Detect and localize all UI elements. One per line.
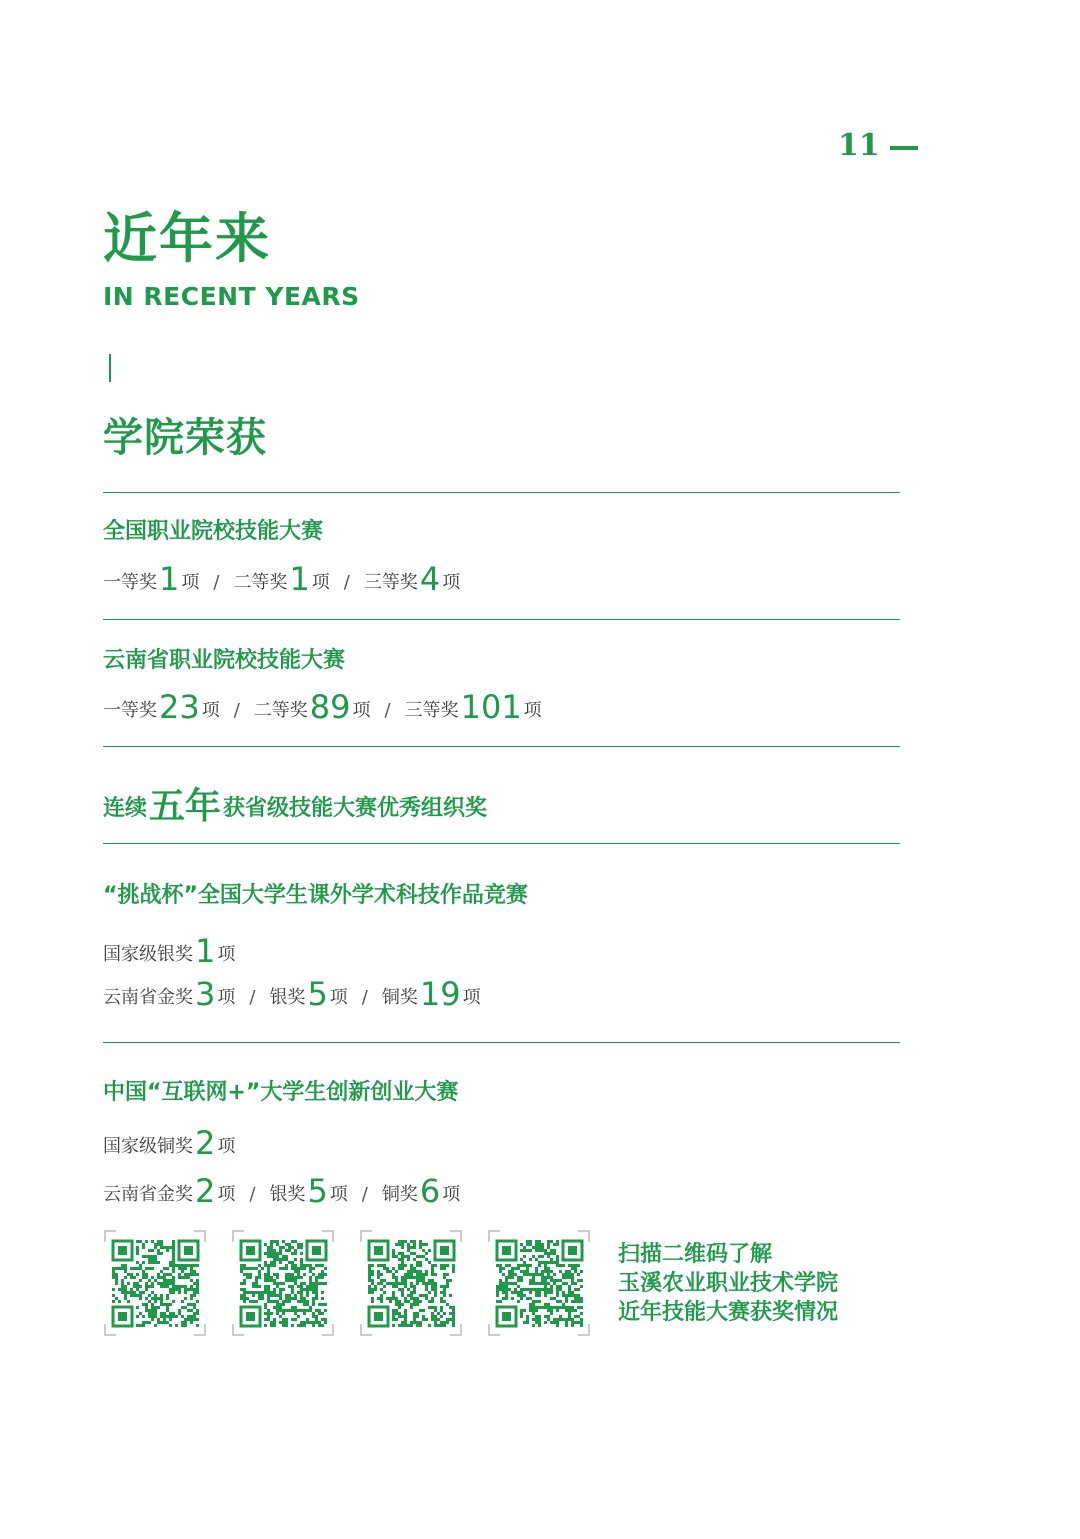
award-unit: 项 [181,572,200,593]
award-count: 3 [195,975,216,1013]
award-count: 1 [195,932,216,970]
award-label: 云南省金奖 [103,987,193,1008]
section-subtitle: 学院荣获 [103,415,267,461]
separator: / [233,700,240,721]
award-unit: 项 [311,572,330,593]
separator: / [361,1184,368,1205]
award-label: 铜奖 [381,1184,418,1205]
separator: / [343,572,350,593]
award-line-challenge-national [103,932,235,970]
award-count: 5 [307,975,328,1013]
award-count: 2 [195,1172,216,1210]
section-heading-internet-plus: 中国“互联网+”大学生创新创业大赛 [103,1080,459,1105]
divider-rule [103,746,900,747]
award-line-national-vocational [103,560,460,598]
award-label: 银奖 [269,1184,306,1205]
five-year-award [103,778,487,829]
award-count: 4 [419,560,441,598]
award-count: 6 [419,1172,441,1210]
award-unit: 项 [329,987,348,1008]
page-number-dash [890,146,918,150]
qr-caption-line: 近年技能大赛获奖情况 [618,1300,839,1325]
award-label: 三等奖 [363,572,418,593]
award-line-internet-provincial [103,1172,460,1210]
award-line-challenge-provincial [103,975,481,1013]
divider-rule [103,619,900,620]
award-unit: 项 [352,700,371,721]
qr-code-1[interactable] [104,1230,206,1336]
award-unit: 项 [217,1136,236,1157]
separator: / [213,572,220,593]
award-label: 国家级银奖 [103,944,193,965]
award-label: 三等奖 [404,700,459,721]
award-unit: 项 [201,700,220,721]
divider-rule [103,1042,900,1043]
section-heading-national-vocational: 全国职业院校技能大赛 [103,519,324,544]
award-count: 5 [307,1172,328,1210]
award-count: 101 [460,688,522,726]
award-unit: 项 [462,987,481,1008]
separator: / [384,700,391,721]
page-title: 近年来 [103,207,271,270]
award-label: 一等奖 [103,572,157,593]
five-year-prefix: 连续 [103,796,148,821]
divider-rule [103,492,900,493]
award-count: 23 [159,688,200,726]
award-unit: 项 [329,1184,348,1205]
award-count: 2 [195,1124,216,1162]
award-label: 国家级铜奖 [103,1136,193,1157]
award-unit: 项 [217,987,236,1008]
vertical-divider [109,354,111,382]
award-label: 银奖 [269,987,306,1008]
qr-caption [618,1240,838,1327]
five-year-suffix: 获省级技能大赛优秀组织奖 [223,796,488,821]
qr-code-4[interactable] [488,1230,590,1336]
award-unit: 项 [217,1184,236,1205]
award-line-internet-national [103,1124,235,1162]
award-count: 89 [309,688,351,726]
qr-caption-line: 扫描二维码了解 [618,1242,773,1267]
qr-code-2[interactable] [232,1230,334,1336]
award-count: 1 [159,560,180,598]
award-label: 一等奖 [103,700,157,721]
award-unit: 项 [442,572,461,593]
divider-rule [103,843,900,844]
five-year-highlight: 五年 [149,786,222,827]
qr-caption-line: 玉溪农业职业技术学院 [618,1271,839,1296]
separator: / [249,987,256,1008]
award-label: 云南省金奖 [103,1184,193,1205]
award-label: 铜奖 [381,987,418,1008]
qr-code-3[interactable] [360,1230,462,1336]
award-label: 二等奖 [233,572,288,593]
section-heading-yunnan-vocational: 云南省职业院校技能大赛 [103,648,346,673]
award-unit: 项 [442,1184,461,1205]
award-label: 二等奖 [253,700,308,721]
page-number: 11 [838,128,880,163]
page-title-english: IN RECENT YEARS [103,282,360,311]
section-heading-challenge-cup: “挑战杯”全国大学生课外学术科技作品竞赛 [103,883,528,908]
separator: / [361,987,368,1008]
award-line-yunnan-vocational [103,688,542,726]
award-unit: 项 [523,700,542,721]
separator: / [249,1184,256,1205]
award-unit: 项 [217,944,236,965]
award-count: 1 [289,560,310,598]
award-count: 19 [419,975,461,1013]
